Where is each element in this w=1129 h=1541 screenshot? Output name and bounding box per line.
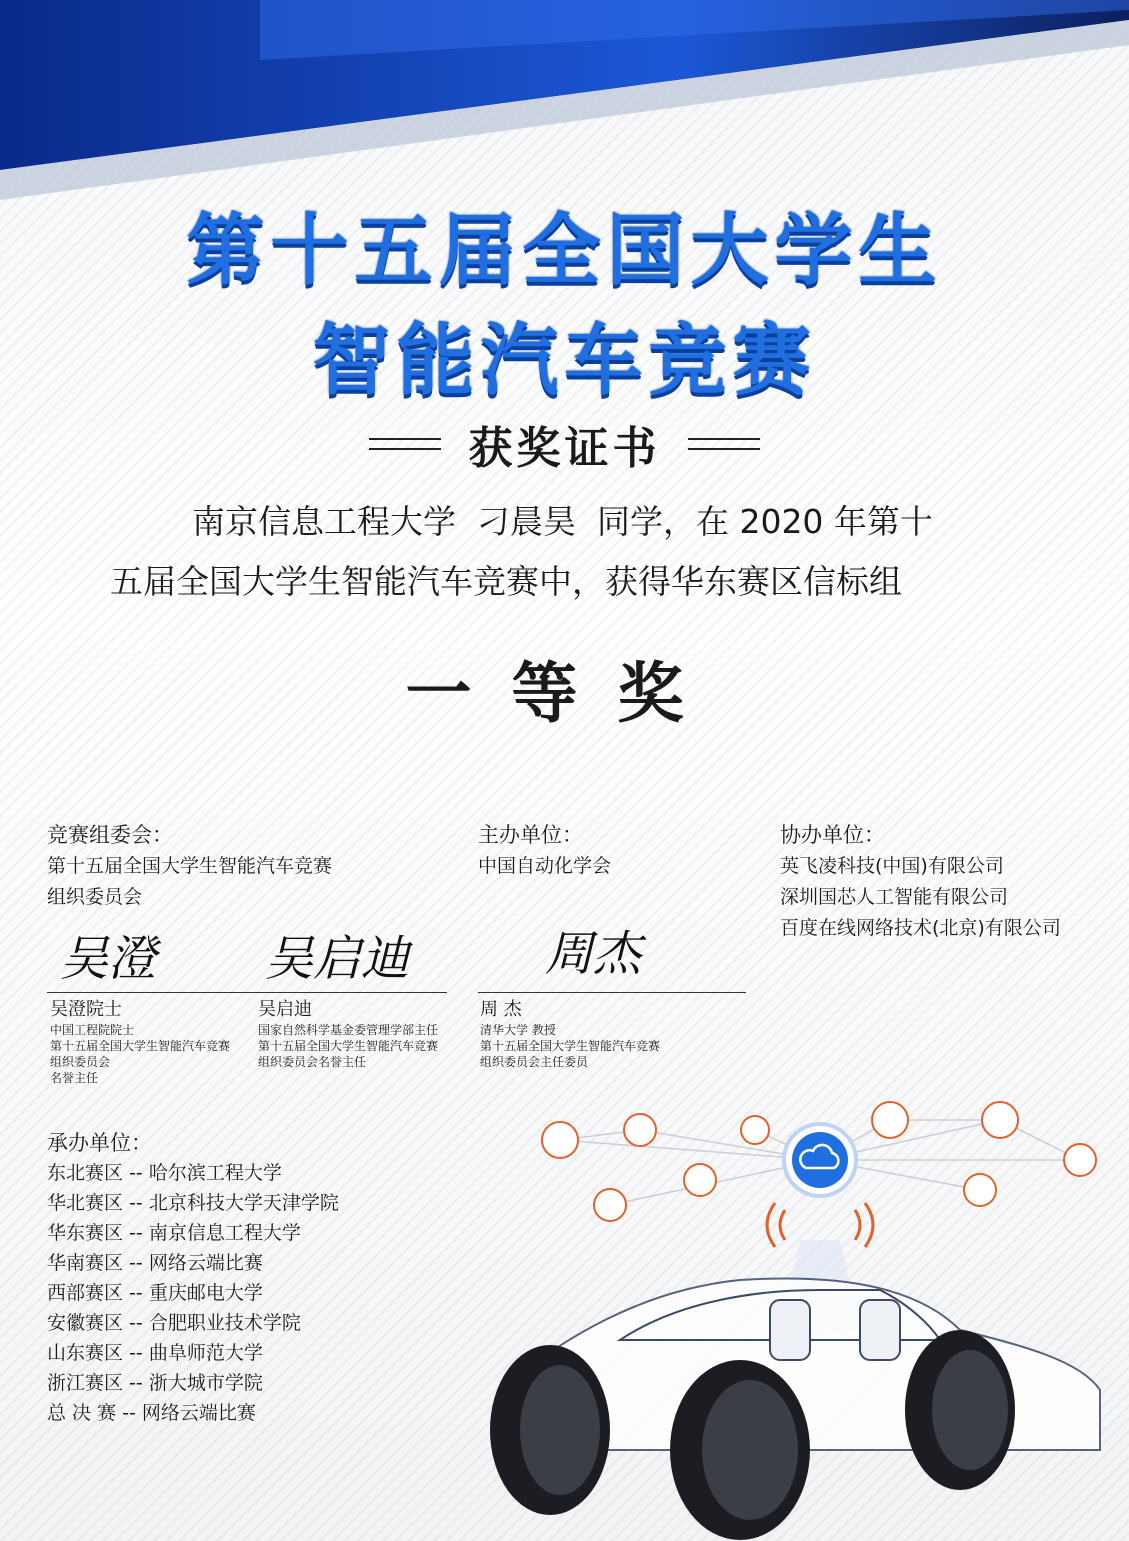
signer-title: 组织委员会主任委员 — [480, 1055, 589, 1069]
organizers-heading: 承办单位： — [47, 1131, 152, 1155]
body-text-1: 南京信息工程大学 刁晨昊 同学，在 2020 年第十 — [192, 502, 933, 541]
organizer-item: 华南赛区 -- 网络云端比赛 — [47, 1252, 263, 1274]
organizer-school: 网络云端比赛 — [141, 1402, 256, 1424]
signer-name: 吴启迪 — [258, 999, 312, 1020]
organizer-item: 西部赛区 -- 重庆邮电大学 — [47, 1282, 263, 1304]
body-text-2: 五届全国大学生智能汽车竞赛中，获得华东赛区信标组 — [110, 562, 902, 601]
signer-title: 第十五届全国大学生智能汽车竞赛 — [480, 1039, 661, 1053]
organizer-item: 浙江赛区 -- 浙大城市学院 — [47, 1372, 263, 1394]
signer-title: 中国工程院院士 — [50, 1023, 135, 1037]
signature-wu-cheng: 吴澄 — [60, 931, 157, 987]
award-level: 一等奖 — [405, 654, 724, 732]
organizer-school: 合肥职业技术学院 — [148, 1312, 301, 1334]
organizer-region: 华南赛区 — [47, 1252, 124, 1274]
wifi-icon — [684, 1164, 716, 1196]
signer-name: 吴澄院士 — [50, 999, 122, 1020]
signer-wu-cheng — [50, 998, 230, 1086]
organizer-item: 总 决 赛 -- 网络云端比赛 — [47, 1402, 256, 1424]
connected-car-illustration — [440, 1090, 1129, 1541]
cloud-icon — [784, 1124, 856, 1196]
signature-zhou-jie: 周杰 — [545, 926, 642, 982]
organizer-region: 华东赛区 — [47, 1222, 124, 1244]
organizer-school: 北京科技大学天津学院 — [148, 1192, 339, 1214]
signer-name: 周 杰 — [480, 999, 522, 1020]
device-icon — [624, 1114, 656, 1146]
host-line-1: 中国自动化学会 — [478, 855, 612, 877]
co-organizer-heading: 协办单位： — [780, 823, 885, 847]
title-line-2: 智能汽车竞赛 — [312, 316, 817, 406]
location-icon — [1064, 1144, 1096, 1176]
organizers-block — [47, 1128, 339, 1428]
organizer-school: 南京信息工程大学 — [148, 1222, 301, 1244]
co-organizer-item: 英飞凌科技(中国)有限公司 — [780, 855, 1004, 877]
car-icon — [594, 1189, 626, 1221]
buildings-icon — [872, 1102, 908, 1138]
signature-wu-qidi: 吴启迪 — [265, 931, 410, 987]
signature-line — [47, 992, 447, 993]
phone-icon — [982, 1102, 1018, 1138]
right-rule — [688, 438, 760, 450]
clock-icon — [741, 1116, 769, 1144]
signer-title: 国家自然科学基金委管理学部主任 — [258, 1023, 439, 1037]
organizer-item: 华北赛区 -- 北京科技大学天津学院 — [47, 1192, 339, 1214]
certificate-title: 获奖证书 — [468, 423, 661, 474]
title-line-1: 第十五届全国大学生 — [186, 206, 943, 296]
co-organizer-block — [780, 820, 1061, 944]
signer-title: 名誉主任 — [50, 1071, 99, 1085]
co-organizer-item: 百度在线网络技术(北京)有限公司 — [780, 917, 1061, 939]
signer-title: 第十五届全国大学生智能汽车竞赛 — [50, 1039, 231, 1053]
body-line-1 — [110, 492, 1030, 552]
organizer-school: 曲阜师范大学 — [148, 1342, 263, 1364]
organizer-item: 东北赛区 -- 哈尔滨工程大学 — [47, 1162, 282, 1184]
signer-title: 组织委员会 — [50, 1055, 111, 1069]
committee-heading: 竞赛组委会： — [47, 823, 173, 847]
certificate-heading — [0, 412, 1129, 476]
organizer-item: 山东赛区 -- 曲阜师范大学 — [47, 1342, 263, 1364]
organizer-school: 浙大城市学院 — [148, 1372, 263, 1394]
organizer-item: 安徽赛区 -- 合肥职业技术学院 — [47, 1312, 301, 1334]
body-line-2 — [110, 552, 1030, 612]
organizer-region: 浙江赛区 — [47, 1372, 124, 1394]
host-block — [478, 820, 611, 882]
host-heading: 主办单位： — [478, 823, 583, 847]
organizer-region: 总 决 赛 — [47, 1402, 117, 1424]
co-organizer-item: 深圳国芯人工智能有限公司 — [780, 886, 1009, 908]
committee-line-1: 第十五届全国大学生智能汽车竞赛 — [47, 855, 333, 877]
organizer-region: 山东赛区 — [47, 1342, 124, 1364]
top-banner — [0, 0, 1129, 200]
committee-line-2: 组织委员会 — [47, 886, 143, 908]
organizer-school: 重庆邮电大学 — [148, 1282, 263, 1304]
signer-zhou-jie — [480, 998, 660, 1070]
signer-title: 组织委员会名誉主任 — [258, 1055, 367, 1069]
organizer-item: 华东赛区 -- 南京信息工程大学 — [47, 1222, 301, 1244]
signer-wu-qidi — [258, 998, 438, 1070]
signer-title: 第十五届全国大学生智能汽车竞赛 — [258, 1039, 439, 1053]
signer-title: 清华大学 教授 — [480, 1023, 556, 1037]
link-icon — [964, 1174, 996, 1206]
organizer-region: 华北赛区 — [47, 1192, 124, 1214]
left-rule — [369, 438, 441, 450]
organizer-region: 安徽赛区 — [47, 1312, 124, 1334]
organizer-school: 哈尔滨工程大学 — [148, 1162, 282, 1184]
signature-line — [478, 992, 746, 993]
organizer-region: 西部赛区 — [47, 1282, 124, 1304]
organizer-school: 网络云端比赛 — [148, 1252, 263, 1274]
organizer-region: 东北赛区 — [47, 1162, 124, 1184]
wheels — [490, 1330, 1015, 1540]
committee-block — [47, 820, 332, 913]
train-icon — [542, 1122, 578, 1158]
